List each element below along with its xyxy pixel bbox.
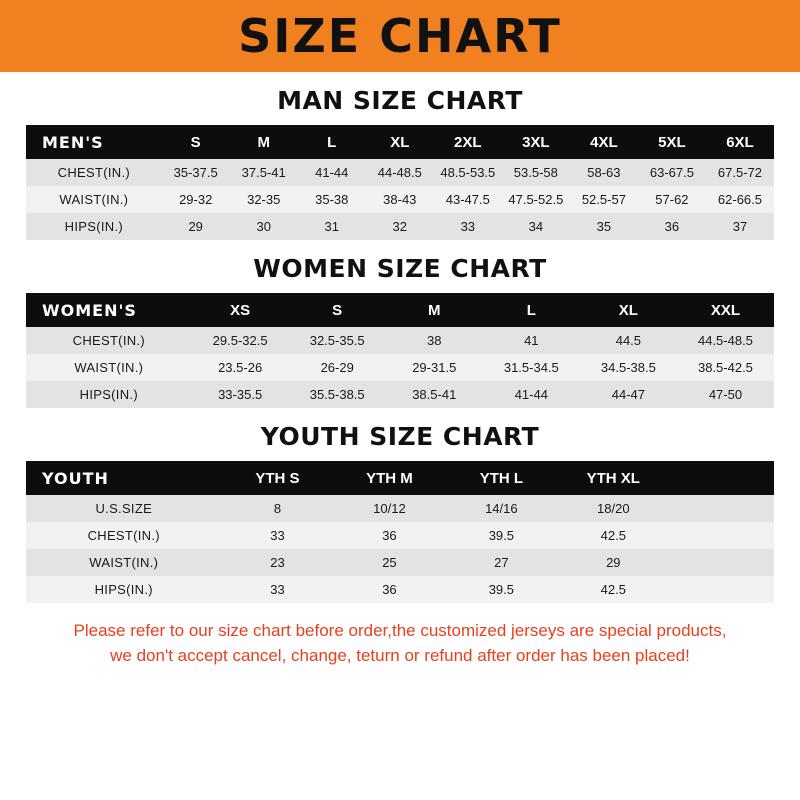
youth-cell: 33 (222, 576, 334, 603)
women-cell: 35.5-38.5 (289, 381, 386, 408)
women-cell: 23.5-26 (192, 354, 289, 381)
men-cell: 29 (162, 213, 230, 240)
men-cell: 52.5-57 (570, 186, 638, 213)
men-cell: 32-35 (230, 186, 298, 213)
women-size-table (26, 293, 774, 408)
youth-row-label: CHEST(IN.) (26, 522, 222, 549)
women-cell: 44.5 (580, 327, 677, 354)
men-cell: 29-32 (162, 186, 230, 213)
women-section-title: WOMEN SIZE CHART (253, 254, 547, 283)
men-cell: 67.5-72 (706, 159, 774, 186)
men-cell: 48.5-53.5 (434, 159, 502, 186)
youth-cell: 27 (445, 549, 557, 576)
youth-section (0, 422, 800, 603)
women-row-label: HIPS(IN.) (26, 381, 192, 408)
men-cell: 32 (366, 213, 434, 240)
table-header-row (26, 461, 774, 495)
youth-cell: 36 (333, 522, 445, 549)
men-header-cell: XL (366, 125, 434, 159)
order-notice (0, 619, 800, 668)
table-row (26, 213, 774, 240)
youth-cell: 42.5 (557, 576, 669, 603)
men-size-table (26, 125, 774, 240)
order-notice-line-2: we don't accept cancel, change, teturn or refund after order has been placed! (110, 645, 690, 665)
youth-header-cell: YTH XL (557, 461, 669, 495)
youth-header-spacer (669, 461, 774, 495)
youth-cell-spacer (669, 549, 774, 576)
youth-section-title: YOUTH SIZE CHART (260, 422, 540, 451)
men-header-cell: 5XL (638, 125, 706, 159)
youth-cell: 10/12 (333, 495, 445, 522)
table-header-row (26, 293, 774, 327)
youth-cell: 18/20 (557, 495, 669, 522)
women-cell: 29.5-32.5 (192, 327, 289, 354)
table-row (26, 495, 774, 522)
men-cell: 63-67.5 (638, 159, 706, 186)
women-row-label: CHEST(IN.) (26, 327, 192, 354)
table-row (26, 186, 774, 213)
men-header-cell: 4XL (570, 125, 638, 159)
men-cell: 35-37.5 (162, 159, 230, 186)
men-section (0, 86, 800, 240)
women-cell: 26-29 (289, 354, 386, 381)
men-header-cell: 3XL (502, 125, 570, 159)
youth-size-table (26, 461, 774, 603)
women-cell: 38 (386, 327, 483, 354)
women-header-cell: XXL (677, 293, 774, 327)
men-table-body (26, 159, 774, 240)
youth-cell: 8 (222, 495, 334, 522)
youth-cell: 23 (222, 549, 334, 576)
men-section-title: MAN SIZE CHART (277, 86, 523, 115)
women-header-cell: WOMEN'S (26, 293, 192, 327)
men-cell: 38-43 (366, 186, 434, 213)
men-cell: 35-38 (298, 186, 366, 213)
women-cell: 47-50 (677, 381, 774, 408)
youth-header-cell: YTH L (445, 461, 557, 495)
order-notice-line-1: Please refer to our size chart before order,the customized jerseys are special products, (73, 621, 727, 640)
youth-cell: 39.5 (445, 576, 557, 603)
men-cell: 43-47.5 (434, 186, 502, 213)
youth-cell-spacer (669, 522, 774, 549)
women-header-cell: L (483, 293, 580, 327)
men-cell: 44-48.5 (366, 159, 434, 186)
women-header-cell: M (386, 293, 483, 327)
men-cell: 57-62 (638, 186, 706, 213)
women-cell: 44-47 (580, 381, 677, 408)
table-row (26, 354, 774, 381)
youth-cell: 14/16 (445, 495, 557, 522)
youth-cell: 29 (557, 549, 669, 576)
table-row (26, 522, 774, 549)
men-table-head (26, 125, 774, 159)
men-cell: 35 (570, 213, 638, 240)
table-row (26, 549, 774, 576)
women-header-cell: S (289, 293, 386, 327)
men-header-cell: L (298, 125, 366, 159)
men-cell: 33 (434, 213, 502, 240)
women-cell: 38.5-41 (386, 381, 483, 408)
youth-row-label: WAIST(IN.) (26, 549, 222, 576)
women-cell: 29-31.5 (386, 354, 483, 381)
youth-cell: 39.5 (445, 522, 557, 549)
men-cell: 36 (638, 213, 706, 240)
table-row (26, 327, 774, 354)
women-row-label: WAIST(IN.) (26, 354, 192, 381)
table-row (26, 381, 774, 408)
men-cell: 37 (706, 213, 774, 240)
women-section (0, 254, 800, 408)
youth-header-cell: YTH M (333, 461, 445, 495)
men-row-label: HIPS(IN.) (26, 213, 162, 240)
men-row-label: CHEST(IN.) (26, 159, 162, 186)
youth-row-label: HIPS(IN.) (26, 576, 222, 603)
women-cell: 41-44 (483, 381, 580, 408)
youth-header-cell: YOUTH (26, 461, 222, 495)
table-row (26, 159, 774, 186)
men-cell: 41-44 (298, 159, 366, 186)
men-cell: 53.5-58 (502, 159, 570, 186)
women-cell: 33-35.5 (192, 381, 289, 408)
men-header-cell: 2XL (434, 125, 502, 159)
women-cell: 34.5-38.5 (580, 354, 677, 381)
women-table-body (26, 327, 774, 408)
men-header-cell: MEN'S (26, 125, 162, 159)
men-header-cell: S (162, 125, 230, 159)
men-header-cell: M (230, 125, 298, 159)
women-cell: 31.5-34.5 (483, 354, 580, 381)
men-cell: 58-63 (570, 159, 638, 186)
women-header-cell: XS (192, 293, 289, 327)
women-header-cell: XL (580, 293, 677, 327)
women-cell: 38.5-42.5 (677, 354, 774, 381)
page-title: SIZE CHART (238, 9, 562, 63)
men-cell: 37.5-41 (230, 159, 298, 186)
table-header-row (26, 125, 774, 159)
youth-cell: 36 (333, 576, 445, 603)
men-header-cell: 6XL (706, 125, 774, 159)
youth-table-head (26, 461, 774, 495)
women-cell: 44.5-48.5 (677, 327, 774, 354)
women-cell: 32.5-35.5 (289, 327, 386, 354)
men-cell: 30 (230, 213, 298, 240)
men-row-label: WAIST(IN.) (26, 186, 162, 213)
youth-cell-spacer (669, 576, 774, 603)
men-cell: 47.5-52.5 (502, 186, 570, 213)
youth-header-cell: YTH S (222, 461, 334, 495)
youth-cell: 42.5 (557, 522, 669, 549)
youth-row-label: U.S.SIZE (26, 495, 222, 522)
women-table-head (26, 293, 774, 327)
page-banner (0, 0, 800, 72)
youth-table-body (26, 495, 774, 603)
men-cell: 62-66.5 (706, 186, 774, 213)
youth-cell: 33 (222, 522, 334, 549)
youth-cell: 25 (333, 549, 445, 576)
women-cell: 41 (483, 327, 580, 354)
men-cell: 34 (502, 213, 570, 240)
men-cell: 31 (298, 213, 366, 240)
table-row (26, 576, 774, 603)
youth-cell-spacer (669, 495, 774, 522)
